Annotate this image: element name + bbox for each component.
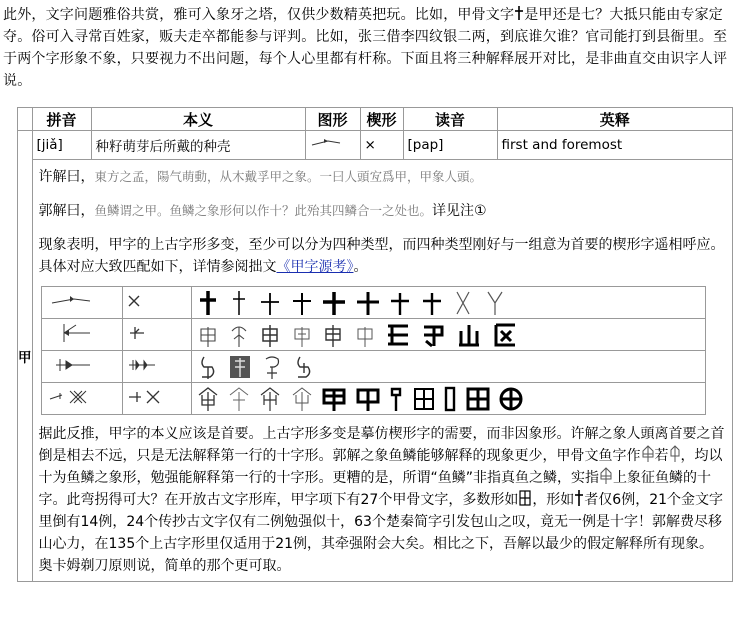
wedge-arrow-icon [46, 355, 96, 375]
glyph-cross-icon [290, 289, 314, 317]
glyph-bar-icon [443, 385, 457, 413]
cell-reading: [pap] [403, 131, 497, 160]
fish-scale-glyph-icon [641, 445, 655, 463]
cell-meaning: 种籽萌芽后所戴的种壳 [91, 131, 305, 160]
content-row [18, 160, 733, 582]
glyph-jia-box-icon [321, 321, 345, 349]
glyph-roof-icon [196, 385, 220, 413]
wedge-combo-4 [122, 383, 191, 415]
fish-scale-glyph-icon [599, 467, 613, 485]
wedge-arrowhead-icon [127, 323, 147, 343]
oracle-glyphs-2 [191, 319, 705, 351]
glyph-correspondence-table [41, 286, 706, 415]
glyph-jia-box-icon [196, 321, 220, 349]
glyph-boxed-cross-bold-icon [465, 385, 491, 413]
fish-glyph-icon [669, 445, 681, 463]
glyph-bold-seal-icon [420, 321, 448, 349]
glyph-bold-seal-icon [491, 321, 519, 349]
glyph-circle-cross-icon [498, 385, 524, 413]
conclusion-d: ，形如 [532, 492, 575, 508]
wedge-form-4 [41, 383, 122, 415]
conclusion-paragraph [39, 423, 727, 577]
glyph-boxed-cross-icon [412, 385, 436, 413]
cell-wedge: × [360, 131, 403, 160]
guo-explanation [39, 200, 727, 222]
phenomenon-text: 现象表明，甲字的上古字形多变，至少可以分为四种类型，而四种类型刚好与一组意为首要的楔形字遥相呼应。具体对应大致匹配如下，详情参阅拙文 [38, 237, 725, 275]
xu-text: 東方之孟，陽气萌動，从木戴孚甲之象。一曰人頭宐爲甲，甲象人頭。 [94, 169, 483, 184]
glyph-bold-seal-icon [455, 321, 483, 349]
glyph-row-2 [41, 319, 705, 351]
glyph-x-outline-icon [451, 289, 475, 317]
glyph-seal-icon [292, 353, 316, 381]
cell-pinyin: [jiǎ] [32, 131, 91, 160]
glyph-row-1 [41, 287, 705, 319]
glyph-jia-box-icon [290, 321, 314, 349]
wedge-cross-1 [122, 287, 191, 319]
wedge-horizontal-icon [46, 294, 96, 308]
glyph-cross-bold-icon [355, 289, 381, 317]
glyph-bold-seal-icon [384, 321, 412, 349]
glyph-cross-icon [420, 289, 444, 317]
glyph-roof-icon [227, 385, 251, 413]
conclusion-ruo: 若 [654, 448, 669, 464]
glyph-jia-bold-icon [321, 385, 347, 413]
content-cell [32, 160, 733, 582]
glyph-y-icon [483, 289, 507, 317]
glyph-row-3 [41, 351, 705, 383]
guo-tail: 详见注① [432, 203, 487, 219]
glyph-seal-icon [196, 353, 220, 381]
glyph-cross-bold-icon [321, 289, 347, 317]
article-link[interactable]: 《甲字源考》 [276, 259, 354, 275]
conclusion-b: ，均以十为鱼鳞之象形，勉强能解释第一行的十字形。更糟的是，所谓“鱼鳞”非指真鱼之鳞，实指 [38, 448, 723, 486]
wedge-double-arrow-icon [127, 355, 157, 375]
glyph-rubbing-icon [227, 353, 253, 381]
glyph-jia-box-icon [258, 321, 282, 349]
cell-graphic [305, 131, 360, 160]
wedge-form-1 [41, 287, 122, 319]
glyph-jia-sprout-icon [227, 321, 251, 349]
oracle-glyphs-3 [191, 351, 705, 383]
xu-label: 许解曰， [38, 169, 95, 185]
header-graphic: 图形 [305, 108, 360, 131]
oracle-glyphs-4 [191, 383, 705, 415]
header-pinyin: 拼音 [32, 108, 91, 131]
conclusion-c: 上象征鱼鳞的十字。此弯拐得可大？在开放古文字形库，甲字项下有27个甲骨文字，多数形如 [38, 470, 712, 508]
oracle-glyphs-1 [191, 287, 705, 319]
wedge-form-3 [41, 351, 122, 383]
guo-label: 郭解曰， [38, 203, 95, 219]
phenomenon-paragraph [39, 234, 727, 278]
table-row [18, 131, 733, 160]
glyph-staff-icon [388, 385, 404, 413]
intro-part2: 是甲还是七？大抵只能由专家定夺。俗可入寻常百姓家，贩夫走卒都能参与评判。比如，张三借李四纹银二两，到底谁欠谁？官司能打到县衙里。至于两个字形象不象，只要视力不出问题，每个人心里都有杆称。下面且将三种解释展开对比，是非曲直交由识字人评说。 [3, 7, 728, 89]
cell-english: first and foremost [497, 131, 733, 160]
glyph-row-4 [41, 383, 705, 415]
wedge-arrow-2 [122, 319, 191, 351]
wedge-cross-hatch-icon [46, 387, 96, 407]
glyph-cross-bold-icon [196, 289, 220, 317]
glyph-jia-box-icon [353, 321, 377, 349]
header-meaning: 本义 [91, 108, 305, 131]
table-header-row [18, 108, 733, 131]
glyph-cross-icon [258, 289, 282, 317]
glyph-jia-bold-icon [355, 385, 381, 413]
conclusion-e: 者仅6例，21个金文字里倒有14例，24个传抄古文字仅有二例勉强似十，63个楚秦简字引发包山之叹，竟无一例是十字！郭解费尽移山心力，在135个上古字形里仅适用于21例，其牵强附会大矣。相比之下，吾解以最少的假定解释所有现象。奥卡姆剃刀原则说，简单的那个更可取。 [38, 492, 724, 574]
cross-glyph-icon [574, 489, 584, 507]
header-blank [18, 108, 33, 131]
intro-paragraph [3, 4, 731, 92]
header-reading: 读音 [403, 108, 497, 131]
header-wedge: 楔形 [360, 108, 403, 131]
header-english: 英释 [497, 108, 733, 131]
glyph-cross-thin-icon [227, 289, 251, 317]
glyph-roof-icon [258, 385, 282, 413]
wedge-x-icon [127, 294, 141, 308]
wedge-combo-icon [127, 387, 167, 407]
oracle-jia-cross-icon [514, 5, 524, 21]
wedge-double-3 [122, 351, 191, 383]
wedge-form-2 [41, 319, 122, 351]
glyph-cross-icon [388, 289, 412, 317]
glyph-seal-icon [260, 353, 284, 381]
wedge-graphic-icon [310, 137, 342, 149]
intro-part1: 此外，文字问题雅俗共赏，雅可入象牙之塔，仅供少数精英把玩。比如，甲骨文字 [3, 7, 515, 23]
character-table [17, 107, 733, 582]
side-character: 甲 [18, 131, 33, 582]
guo-text: 鱼鳞谓之甲。鱼鳞之象形何以作十？此殆其四鳞合一之处也。 [94, 203, 433, 218]
glyph-roof-icon [290, 385, 314, 413]
wedge-fan-icon [46, 321, 96, 345]
conclusion-a: 据此反推，甲字的本义应该是首要。上古字形多变是摹仿楔形字的需要，而非因象形。许解之象人頭离首要之首倒是相去不远，只是无法解释第一行的十字形。郭解之象鱼鳞能够解释的现象更少，甲骨文鱼字作 [38, 426, 725, 464]
phenomenon-period: 。 [353, 259, 368, 275]
boxed-cross-glyph-icon [518, 489, 532, 507]
xu-explanation [39, 166, 727, 188]
